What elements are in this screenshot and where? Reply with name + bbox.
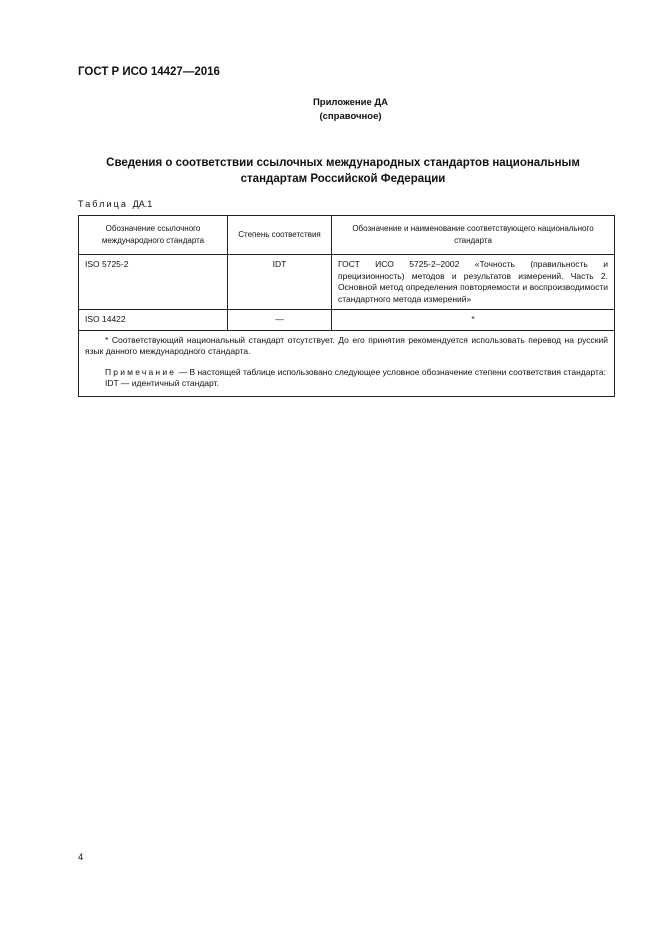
note-text: — В настоящей таблице использовано следующее условное обозначение степени соответствия стандарта: [178,366,606,377]
section-title-line1: Сведения о соответствии ссылочных международных стандартов национальным [106,157,580,169]
section-title-line2: стандартам Российской Федерации [240,173,446,185]
cell-standard: ISO 14422 [79,310,228,331]
header-national-standard: Обозначение и наименование соответствующего национального стандарта [332,216,615,255]
note-label: Примечание [105,366,177,377]
footnote-text: * Соответствующий национальный стандарт отсутствует. До его принятия рекомендуется использовать перевод на русский язык данного международного стандарта. [85,334,608,356]
cell-national: * [332,310,615,331]
header-international-standard: Обозначение ссылочного международного стандарта [79,216,228,255]
appendix-subtitle: (справочное) [319,111,382,122]
cell-degree: — [228,310,332,331]
table-footer-row [79,330,615,396]
appendix-title: Приложение ДА [312,97,389,108]
table-header-row [79,216,615,255]
cell-national: ГОСТ ИСО 5725-2–2002 «Точность (правильность и прецизионность) методов и результатов измерений. Часть 2. Основной метод определения повторяемости и воспроизводимости стандартного метода измерений» [332,255,615,310]
table-footnotes [79,330,615,396]
correspondence-table [78,215,615,397]
table-row [79,255,615,310]
table-row [79,310,615,331]
cell-standard: ISO 5725-2 [79,255,228,310]
note-idt: IDT — идентичный стандарт. [105,378,219,388]
note-paragraph [85,367,608,379]
appendix-heading [0,96,661,124]
table-caption-prefix: Таблица [78,199,128,209]
document-code: ГОСТ Р ИСО 14427—2016 [78,66,220,78]
header-degree: Степень соответствия [228,216,332,255]
table-caption-number: ДА.1 [132,199,153,209]
page-number: 4 [78,852,84,863]
section-title [88,155,598,187]
table-caption [78,199,152,209]
cell-degree: IDT [228,255,332,310]
